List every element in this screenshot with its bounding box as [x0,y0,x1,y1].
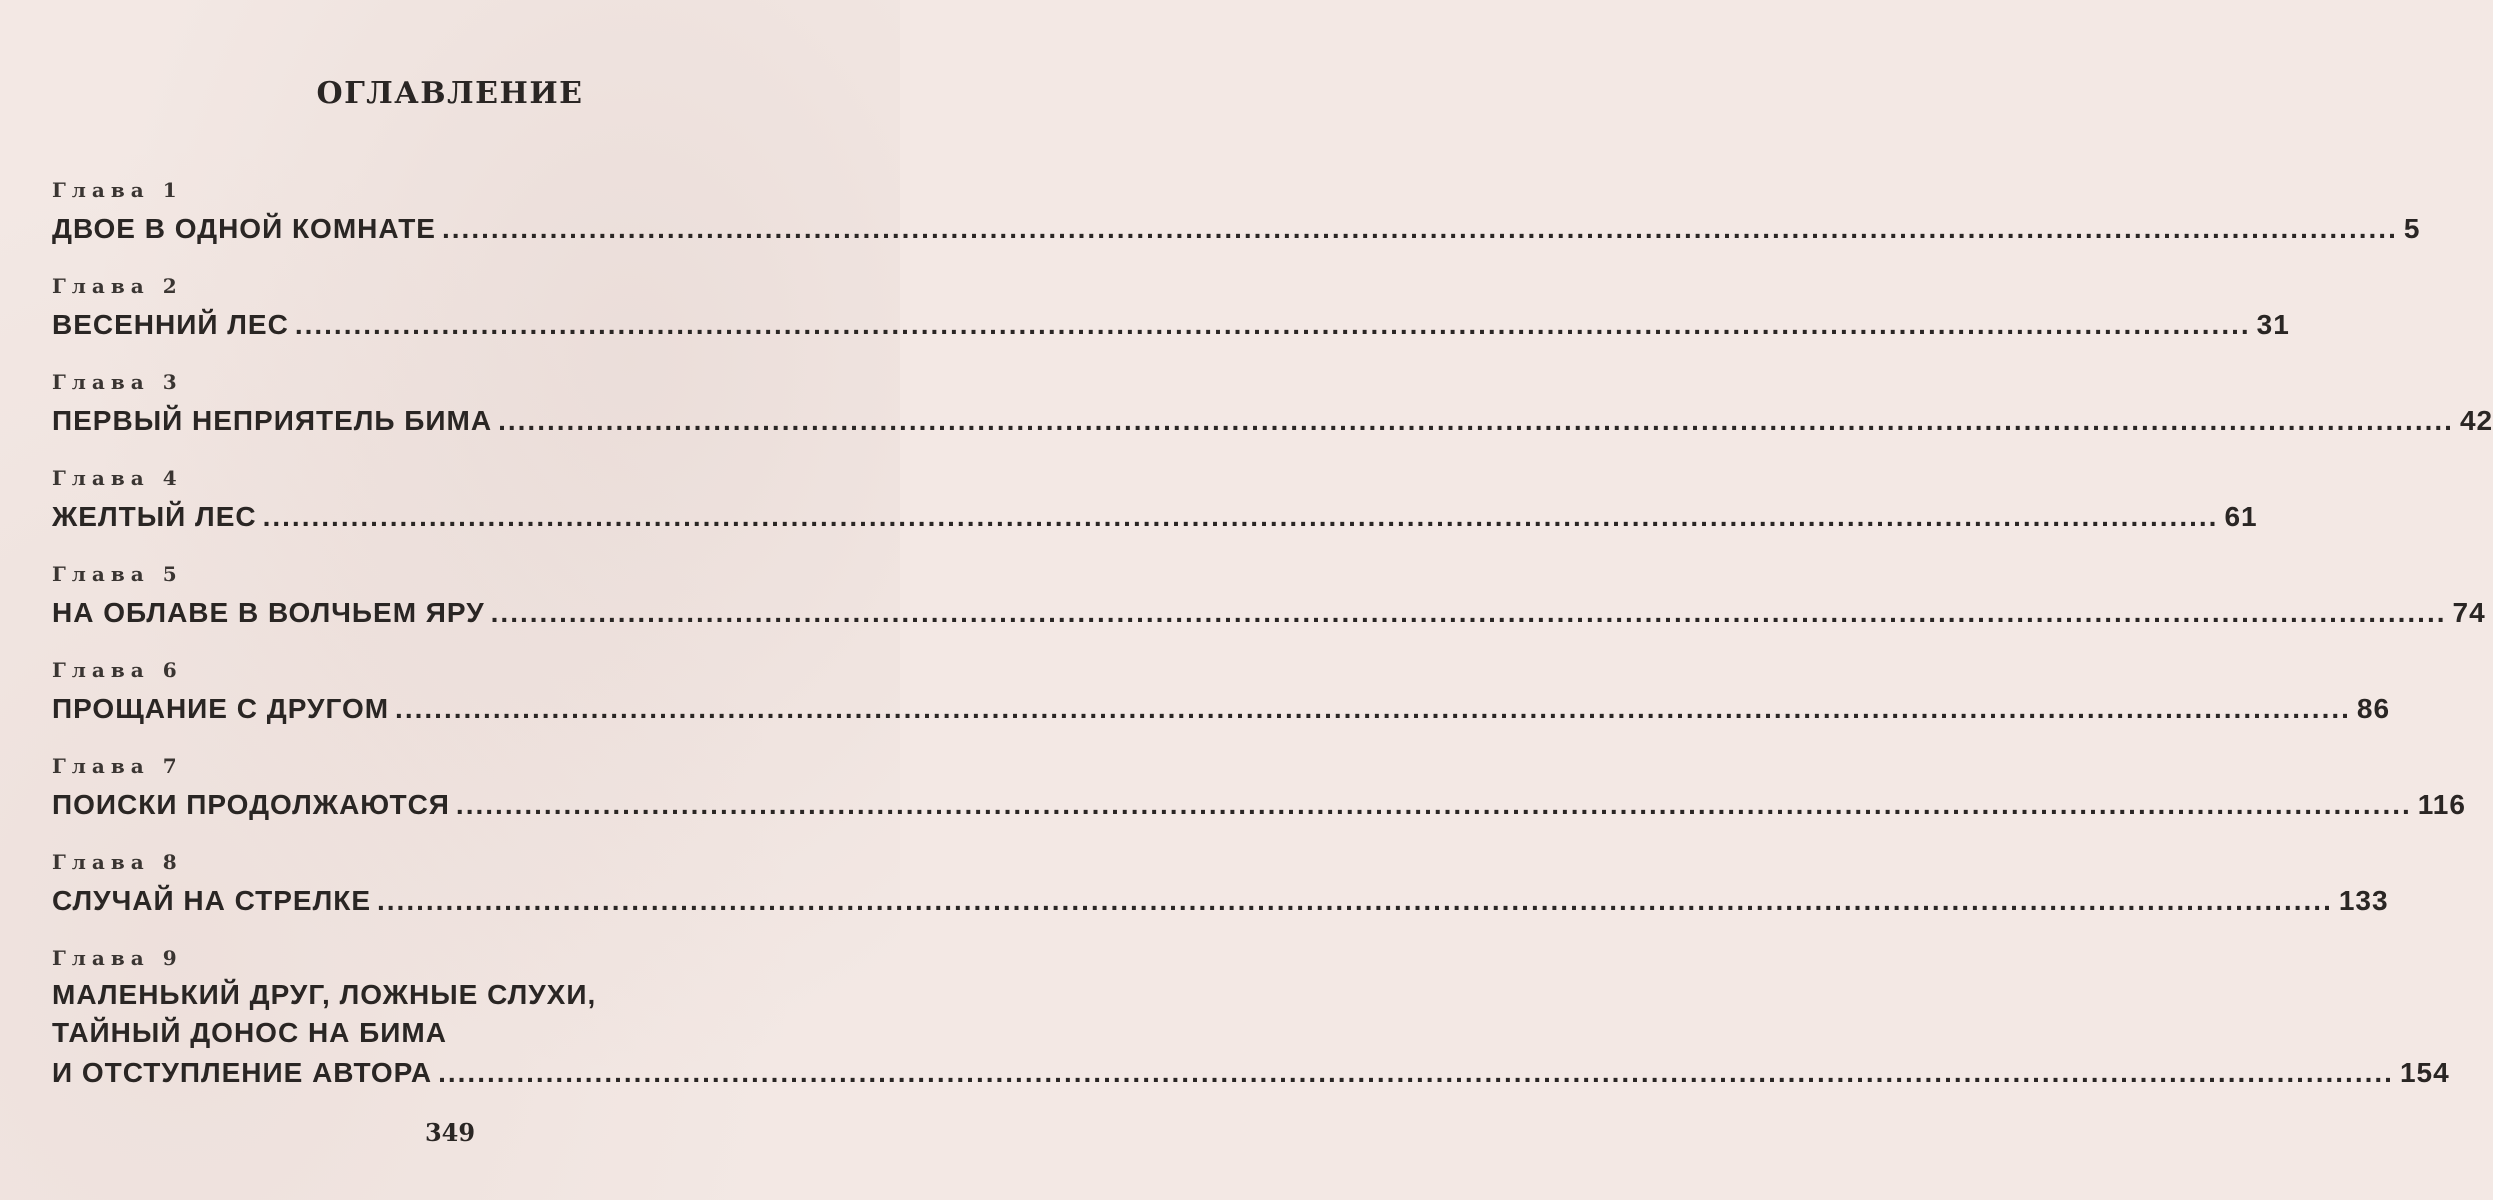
chapter-title-row [52,1052,2450,1094]
chapter-title-line: МАЛЕНЬКИЙ ДРУГ, ЛОЖНЫЕ СЛУХИ, [52,979,597,1010]
chapter-entry [52,748,2466,834]
chapter-title: ЖЕЛТЫЙ ЛЕС [52,501,257,532]
chapter-title-row [52,208,2421,258]
chapter-page-number: 42 [2459,405,2493,436]
chapter-title-row [52,688,2391,738]
dot-leader: ........................................................................................................................................................................................................ [395,693,2351,724]
chapter-label: Глава 2 [52,274,183,298]
chapter-title: СЛУЧАЙ НА СТРЕЛКЕ [52,885,371,916]
dot-leader: ........................................................................................................................................................................................................ [442,213,2398,244]
chapter-label: Глава 4 [52,466,183,490]
chapter-entry [52,556,2486,642]
chapter-label: Глава 8 [52,850,183,874]
chapter-entry [52,652,2391,738]
table-of-contents [52,172,2493,1104]
chapter-page-number: 74 [2452,597,2486,628]
dot-leader: ........................................................................................................................................................................................................ [377,885,2333,916]
chapter-entry [52,460,2258,546]
chapter-label: Глава 9 [52,946,183,970]
chapter-title-row [52,880,2389,930]
chapter-entry [52,364,2493,450]
chapter-title: НА ОБЛАВЕ В ВОЛЧЬЕМ ЯРУ [52,597,485,628]
chapter-page-number: 5 [2403,213,2421,244]
chapter-label: Глава 6 [52,658,183,682]
dot-leader: ........................................................................................................................................................................................................ [498,405,2454,436]
chapter-entry [52,268,2290,354]
chapter-page-number: 31 [2256,309,2290,340]
chapter-page-number: 116 [2417,789,2466,820]
chapter-page-number: 133 [2338,885,2389,916]
chapter-page-number: 86 [2356,693,2391,724]
dot-leader: ........................................................................................................................................................................................................ [294,309,2251,340]
page-number: 349 [424,1118,476,1147]
chapter-title-line: И ОТСТУПЛЕНИЕ АВТОРА [52,1057,433,1088]
dot-leader: ........................................................................................................................................................................................................ [455,789,2412,820]
chapter-label: Глава 1 [52,178,183,202]
chapter-title: ПЕРВЫЙ НЕПРИЯТЕЛЬ БИМА [52,405,493,436]
chapter-title-row [52,304,2290,354]
chapter-title: ДВОЕ В ОДНОЙ КОМНАТЕ [52,213,436,244]
chapter-page-number: 61 [2224,501,2258,532]
chapter-title-row [52,592,2486,642]
chapter-title-line: ТАЙНЫЙ ДОНОС НА БИМА [52,1017,447,1048]
dot-leader: ........................................................................................................................................................................................................ [490,597,2447,628]
dot-leader: ........................................................................................................................................................................................................ [262,501,2219,532]
chapter-entry [52,844,2389,930]
chapter-page-number: 154 [2399,1057,2450,1088]
page-title: ОГЛАВЛЕНИЕ [316,76,584,111]
chapter-title-row [52,400,2493,450]
chapter-title-row [52,784,2466,834]
chapter-label: Глава 5 [52,562,183,586]
chapter-label: Глава 7 [52,754,183,778]
dot-leader: ........................................................................................................................................................................................................ [438,1057,2394,1088]
chapter-label: Глава 3 [52,370,183,394]
chapter-title: ВЕСЕННИЙ ЛЕС [52,309,289,340]
chapter-title: ПОИСКИ ПРОДОЛЖАЮТСЯ [52,789,450,820]
chapter-entry [52,940,2450,1094]
chapter-title: ПРОЩАНИЕ С ДРУГОМ [52,693,390,724]
chapter-title-row [52,496,2258,546]
chapter-entry [52,172,2421,258]
